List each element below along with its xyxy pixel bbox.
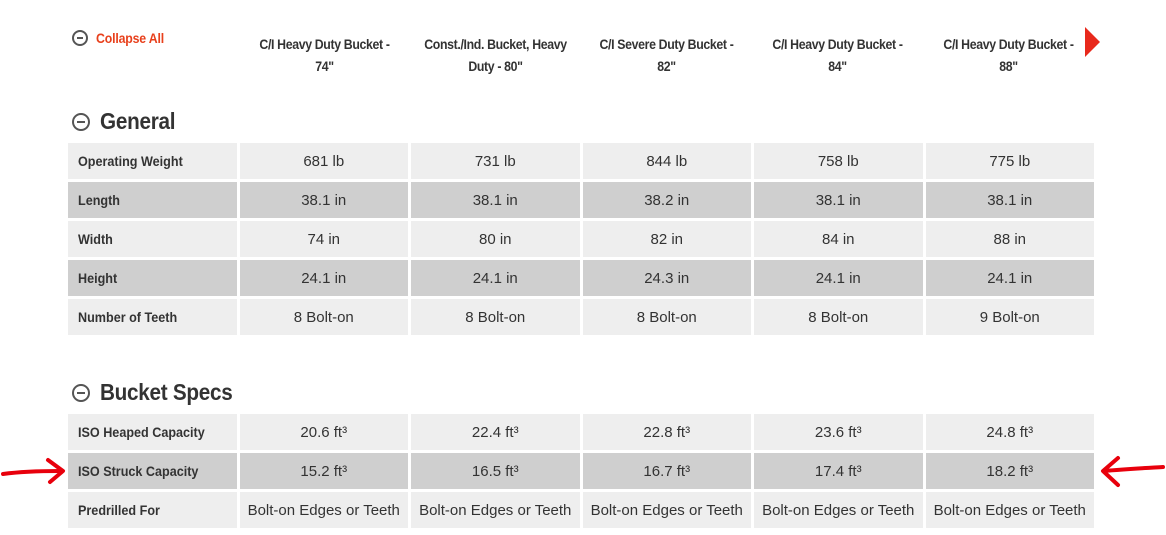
table-cell: Bolt-on Edges or Teeth (754, 492, 923, 528)
table-cell: 16.7 ft³ (583, 453, 752, 489)
table-cell: 22.4 ft³ (411, 414, 580, 450)
table-cell: 18.2 ft³ (926, 453, 1095, 489)
table-cell: 24.1 in (926, 260, 1095, 296)
general-spec-table (65, 140, 1097, 338)
table-cell: Bolt-on Edges or Teeth (240, 492, 409, 528)
table-cell: 15.2 ft³ (240, 453, 409, 489)
row-label: Length (68, 182, 237, 218)
table-cell: 8 Bolt-on (240, 299, 409, 335)
section-header-general[interactable] (72, 108, 184, 135)
table-cell: 17.4 ft³ (754, 453, 923, 489)
table-cell: 24.1 in (754, 260, 923, 296)
section-title: General (100, 108, 176, 134)
table-cell: 731 lb (411, 143, 580, 179)
table-row (68, 260, 1094, 296)
row-label: Width (68, 221, 237, 257)
red-arrow-annotation-icon (1096, 453, 1166, 489)
table-cell: 775 lb (926, 143, 1095, 179)
table-cell: Bolt-on Edges or Teeth (411, 492, 580, 528)
table-row (68, 182, 1094, 218)
table-cell: 8 Bolt-on (411, 299, 580, 335)
table-cell: 9 Bolt-on (926, 299, 1095, 335)
row-label: Number of Teeth (68, 299, 237, 335)
minus-circle-icon (72, 113, 90, 131)
table-cell: 844 lb (583, 143, 752, 179)
table-cell: 8 Bolt-on (583, 299, 752, 335)
table-cell: Bolt-on Edges or Teeth (583, 492, 752, 528)
minus-circle-icon (72, 30, 88, 46)
table-cell: 20.6 ft³ (240, 414, 409, 450)
column-headers (239, 33, 1099, 77)
table-cell: 74 in (240, 221, 409, 257)
table-cell: Bolt-on Edges or Teeth (926, 492, 1095, 528)
table-cell: 24.1 in (411, 260, 580, 296)
table-cell: 16.5 ft³ (411, 453, 580, 489)
table-cell: 8 Bolt-on (754, 299, 923, 335)
table-row (68, 221, 1094, 257)
table-cell: 23.6 ft³ (754, 414, 923, 450)
table-row (68, 492, 1094, 528)
table-cell: 24.1 in (240, 260, 409, 296)
table-cell: 88 in (926, 221, 1095, 257)
table-row (68, 299, 1094, 335)
table-cell: 80 in (411, 221, 580, 257)
section-title: Bucket Specs (100, 379, 233, 405)
table-cell: 22.8 ft³ (583, 414, 752, 450)
table-row (68, 143, 1094, 179)
table-cell: 38.2 in (583, 182, 752, 218)
column-header: C/I Heavy Duty Bucket - 74" (259, 36, 390, 74)
table-cell: 681 lb (240, 143, 409, 179)
bucket-specs-table (65, 411, 1097, 531)
red-arrow-annotation-icon (0, 455, 72, 485)
column-header: C/I Heavy Duty Bucket - 88" (943, 36, 1074, 74)
table-cell: 84 in (754, 221, 923, 257)
minus-circle-icon (72, 384, 90, 402)
row-label: Operating Weight (68, 143, 237, 179)
table-cell: 38.1 in (411, 182, 580, 218)
column-header: Const./Ind. Bucket, Heavy Duty - 80" (424, 36, 567, 74)
table-cell: 38.1 in (754, 182, 923, 218)
table-cell: 24.8 ft³ (926, 414, 1095, 450)
table-cell: 82 in (583, 221, 752, 257)
collapse-all-button[interactable] (72, 30, 173, 46)
next-arrow-icon[interactable] (1085, 27, 1100, 57)
row-label: Predrilled For (68, 492, 237, 528)
row-label: Height (68, 260, 237, 296)
column-header: C/I Heavy Duty Bucket - 84" (772, 36, 903, 74)
section-header-bucket-specs[interactable] (72, 379, 247, 406)
table-cell: 38.1 in (240, 182, 409, 218)
table-row (68, 414, 1094, 450)
row-label: ISO Heaped Capacity (68, 414, 237, 450)
table-cell: 38.1 in (926, 182, 1095, 218)
collapse-all-label: Collapse All (96, 30, 164, 46)
row-label: ISO Struck Capacity (68, 453, 237, 489)
table-row (68, 453, 1094, 489)
table-cell: 24.3 in (583, 260, 752, 296)
table-cell: 758 lb (754, 143, 923, 179)
column-header: C/I Severe Duty Bucket - 82" (599, 36, 734, 74)
